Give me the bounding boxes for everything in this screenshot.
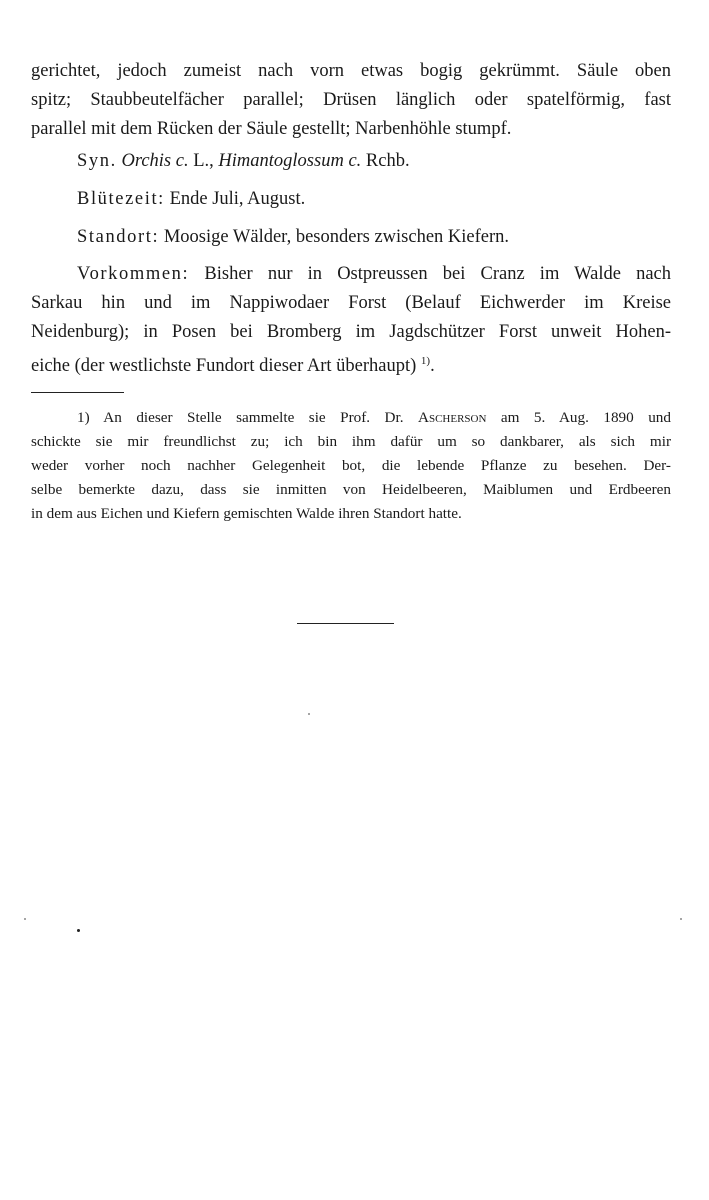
- footnote: [31, 406, 671, 526]
- footnote-marker: 1): [77, 409, 90, 426]
- synonym-label: Syn.: [77, 151, 117, 171]
- occurrence-paragraph: [31, 260, 671, 381]
- paragraph-description: [31, 57, 671, 144]
- occurrence-label: Vorkommen:: [77, 264, 190, 284]
- habitat-line: [77, 227, 509, 248]
- flowering-time-line: [77, 189, 305, 210]
- synonym-author-1: L.,: [193, 151, 214, 171]
- footnote-separator: [31, 392, 124, 393]
- footnote-text-a: An dieser Stelle sammelte sie Prof. Dr.: [103, 409, 404, 426]
- habitat-text: Moosige Wälder, besonders zwischen Kiefern.: [163, 227, 510, 247]
- text-line: parallel mit dem Rücken der Säule gestellt; Narbenhöhle stumpf.: [31, 119, 512, 139]
- synonym-author-2: Rchb.: [365, 151, 410, 171]
- occurrence-last-line: eiche (der westlichste Fundort dieser Art überhaupt): [31, 356, 417, 377]
- footnote-line: schickte sie mir freundlichst zu; ich bin ihm dafür um so dankbarer, als sich mir: [31, 433, 671, 450]
- text-line: [31, 347, 671, 381]
- end-rule: [297, 623, 394, 624]
- synonym-epithet-1: c.: [175, 151, 189, 171]
- habitat-label: Standort:: [77, 227, 160, 247]
- flowering-time-text: Ende Juli, August.: [169, 189, 306, 209]
- text-line: [31, 260, 671, 289]
- text-line: gerichtet, jedoch zumeist nach vorn etwas bogig gekrümmt. Säule oben: [31, 61, 671, 81]
- text-line: Sarkau hin und im Nappiwodaer Forst (Belauf Eichwerder im Kreise: [31, 293, 671, 313]
- text-line: Neidenburg); in Posen bei Bromberg im Jagdschützer Forst unweit Hohen-: [31, 322, 671, 342]
- footnote-reference[interactable]: 1): [420, 355, 431, 367]
- print-speck: [24, 918, 26, 920]
- footnote-person-name: Ascherson: [418, 409, 487, 426]
- synonym-genus-2: Himantoglossum: [218, 151, 344, 171]
- footnote-line: weder vorher noch nachher Gelegenheit bot, die lebende Pflanze zu besehen. Der-: [31, 457, 671, 474]
- print-speck: [680, 918, 682, 920]
- occurrence-first-line: Bisher nur in Ostpreussen bei Cranz im Walde nach: [204, 264, 671, 284]
- footnote-line: selbe bemerkte dazu, dass sie inmitten von Heidelbeeren, Maiblumen und Erdbeeren: [31, 481, 671, 498]
- print-speck: [77, 929, 80, 932]
- synonym-line: [77, 151, 410, 172]
- print-speck: [308, 713, 310, 715]
- footnote-line: in dem aus Eichen und Kiefern gemischten Walde ihren Standort hatte.: [31, 505, 462, 522]
- footnote-text-b: am 5. Aug. 1890 und: [500, 409, 671, 426]
- synonym-genus-1: Orchis: [121, 151, 172, 171]
- flowering-time-label: Blütezeit:: [77, 189, 165, 209]
- synonym-epithet-2: c.: [348, 151, 362, 171]
- text-line: spitz; Staubbeutelfächer parallel; Drüsen länglich oder spatelförmig, fast: [31, 90, 671, 110]
- occurrence-end: .: [430, 356, 435, 377]
- footnote-line: [31, 406, 671, 430]
